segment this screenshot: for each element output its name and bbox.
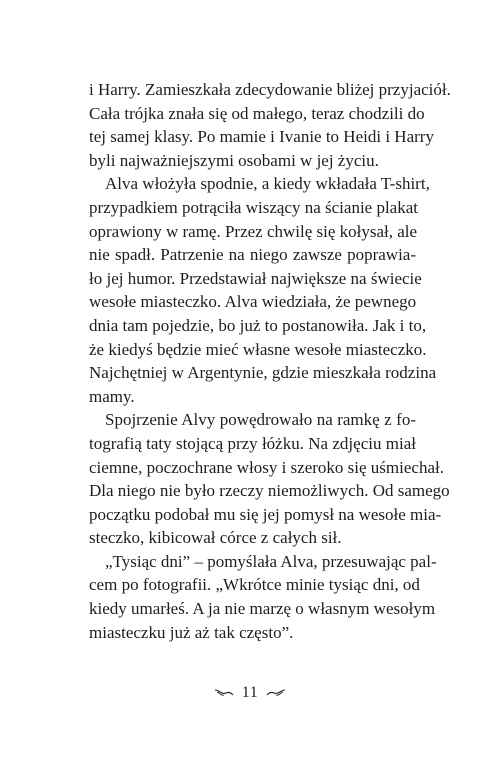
text-line: dnia tam pojedzie, bo już to postanowiła. Jak i to, [89,315,427,335]
text-line: kiedy umarłeś. A ja nie marzę o własnym wesołym [89,599,436,619]
text-line: tografią taty stojącą przy łóżku. Na zdjęciu miał [89,433,416,453]
text-line: oprawiony w ramę. Przez chwilę się kołysał, ale [89,221,418,241]
text-line: steczko, kibicował córce z całych sił. [89,528,342,548]
text-line: tej samej klasy. Po mamie i Ivanie to Heidi i Harry [89,127,434,147]
flourish-left-icon [214,688,234,698]
text-line: przypadkiem potrąciła wiszący na ścianie plakat [89,197,418,217]
text-line: Spojrzenie Alvy powędrowało na ramkę z fo- [105,410,416,430]
text-line: i Harry. Zamieszkała zdecydowanie bliżej przyjaciół. [89,80,451,99]
text-line: Najchętniej w Argentynie, gdzie mieszkała rodzina [89,363,437,383]
text-line: byli najważniejszymi osobami w jej życiu. [89,150,379,170]
body-text [89,78,451,644]
text-line: nie spadł. Patrzenie na niego zawsze poprawia- [89,245,416,265]
text-line: że kiedyś będzie mieć własne wesołe miasteczko. [89,339,427,359]
text-line: „Tysiąc dni” – pomyślała Alva, przesuwając pal- [105,551,437,571]
flourish-right-icon [266,688,286,698]
text-line: cem po fotografii. „Wkrótce minie tysiąc dni, od [89,575,420,595]
text-line: mamy. [89,386,135,406]
text-line: początku podobał mu się jej pomysł na wesołe mia- [89,504,442,524]
text-line: Cała trójka znała się od małego, teraz chodzili do [89,103,425,123]
text-line: Alva włożyła spodnie, a kiedy wkładała T-shirt, [105,174,430,194]
text-line: miasteczku już aż tak często”. [89,622,294,642]
text-line: Dla niego nie było rzeczy niemożliwych. Od samego [89,481,450,501]
page-footer [0,683,500,703]
text-line: ciemne, poczochrane włosy i szeroko się uśmiechał. [89,457,444,477]
text-line: wesołe miasteczko. Alva wiedziała, że pewnego [89,292,417,312]
page-number: 11 [241,684,259,702]
text-line: ło jej humor. Przedstawiał największe na świecie [89,268,422,288]
